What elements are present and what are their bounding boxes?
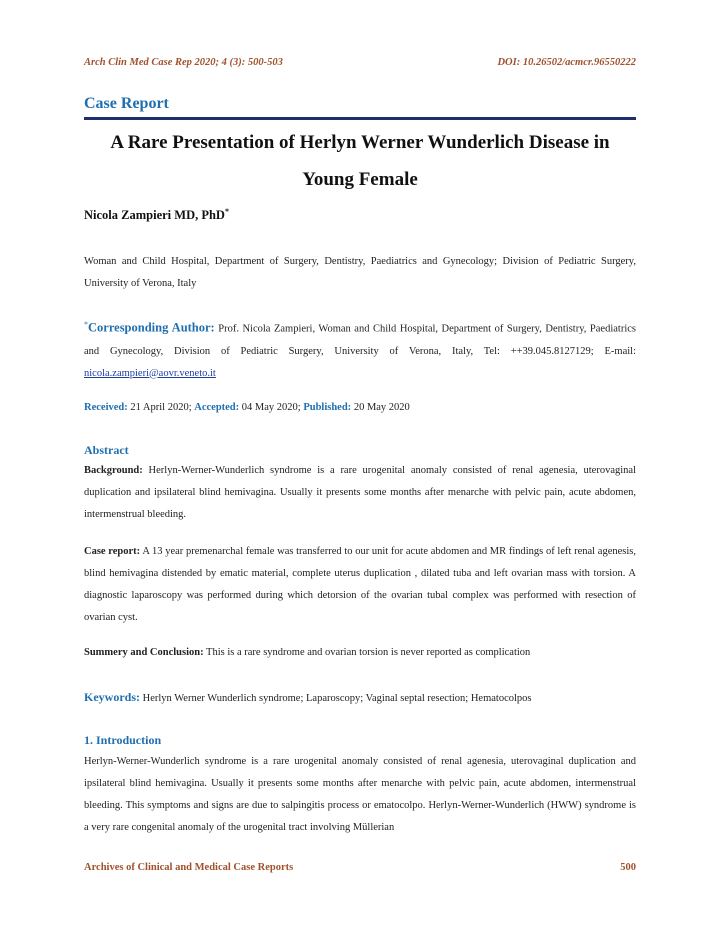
accepted-date: 04 May 2020; [241, 402, 301, 413]
journal-name: Archives of Clinical and Medical Case Reports [84, 862, 294, 873]
doi: DOI: 10.26502/acmcr.96550222 [497, 57, 636, 68]
paper-title [84, 124, 636, 198]
published-label: Published: [303, 402, 352, 413]
published-date: 20 May 2020 [353, 402, 410, 413]
background-text: Herlyn-Werner-Wunderlich syndrome is a rare urogenital anomaly consisted of renal agenesia, uterovaginal duplication and ipsilateral blind hemivagina. Usually it presents some months after menarche with pelvic pain, acute abdomen, intermenstrual bleeding. [84, 465, 636, 520]
running-header [84, 57, 636, 73]
dates-line [84, 397, 636, 419]
received-date: 21 April 2020; [130, 402, 192, 413]
summary-label: Summery and Conclusion: [84, 647, 204, 658]
title-rule [84, 117, 636, 120]
case-label: Case report: [84, 546, 141, 557]
corresponding-text: Prof. Nicola Zampieri, Woman and Child Hospital, Department of Surgery, Dentistry, Paediatrics and Gynecology, Division of Pediatric Surgery, University of Verona, Italy, Tel: ++39.045.8127129; E-mail: [84, 323, 636, 357]
abstract-case-report [84, 541, 636, 629]
author-name: Nicola Zampieri MD, PhD [84, 208, 225, 223]
abstract-heading: Abstract [84, 443, 129, 457]
case-text: A 13 year premenarchal female was transferred to our unit for acute abdomen and MR findings of left renal agenesis, blind hemivagina distended by ematic material, complete uterus duplication , dilated tuba and left ovarian mass with torsion. A diagnostic laparoscopy was performed during which detorsion of the ovarian tubal complex was performed with resection of ovarian cyst. [84, 546, 637, 623]
corresponding-label: Corresponding Author: [88, 320, 215, 335]
author [84, 207, 229, 223]
affiliation: Woman and Child Hospital, Department of Surgery, Dentistry, Paediatrics and Gynecology; Division of Pediatric Surgery, University of Verona, Italy [84, 256, 636, 289]
title-line-1: A Rare Presentation of Herlyn Werner Wunderlich Disease in [110, 132, 610, 153]
background-label: Background: [84, 465, 143, 476]
abstract-background [84, 460, 636, 526]
keywords-label: Keywords: [84, 690, 140, 704]
author-mark: * [224, 207, 229, 216]
keywords-text: Herlyn Werner Wunderlich syndrome; Laparoscopy; Vaginal septal resection; Hematocolpos [142, 693, 532, 704]
abstract-summary [84, 642, 636, 664]
citation: Arch Clin Med Case Rep 2020; 4 (3): 500-503 [84, 57, 283, 68]
article-type: Case Report [84, 95, 169, 112]
intro-paragraph: Herlyn-Werner-Wunderlich syndrome is a rare urogenital anomaly consisted of renal agenesia, uterovaginal duplication and ipsilateral blind hemivagina. Usually it presents some months after menarche with pelvic pain, acute abdomen, intermenstrual bleeding. This symptoms and signs are due to salpingitis process or ematocolpo. Herlyn-Werner-Wunderlich (HWW) syndrome is a very rare congenital anomaly of the urogenital tract involving Müllerian [84, 756, 636, 833]
intro-heading: 1. Introduction [84, 733, 162, 747]
corresponding-mark: * [84, 320, 88, 329]
summary-text: This is a rare syndrome and ovarian torsion is never reported as complication [206, 647, 531, 658]
running-footer [84, 862, 636, 878]
received-label: Received: [84, 402, 128, 413]
title-line-2: Young Female [302, 169, 418, 190]
page-number: 500 [620, 862, 636, 873]
keywords [84, 686, 636, 710]
email-link[interactable]: nicola.zampieri@aovr.veneto.it [84, 367, 216, 379]
accepted-label: Accepted: [194, 402, 240, 413]
corresponding-author [84, 314, 636, 385]
